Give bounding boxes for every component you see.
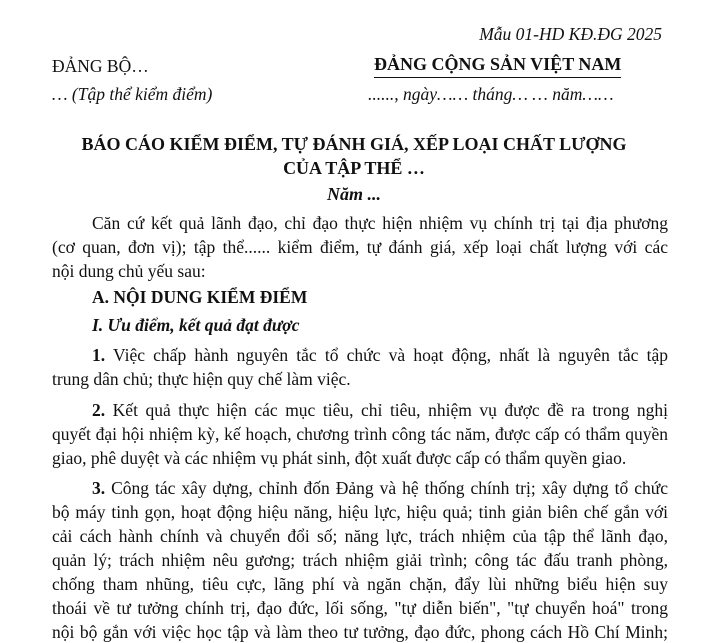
item-number: 2. xyxy=(92,400,106,420)
form-code: Mẫu 01-HD KĐ.ĐG 2025 xyxy=(479,24,662,44)
section-i-heading: I. Ưu điểm, kết quả đạt được xyxy=(92,315,300,335)
party-name: ĐẢNG CỘNG SẢN VIỆT NAM xyxy=(374,54,621,78)
item-3-line xyxy=(92,478,668,499)
item-text: Việc chấp hành nguyên tắc tổ chức và hoạt động, nhất là nguyên tắc tập xyxy=(105,345,668,365)
item-text: Công tác xây dựng, chỉnh đốn Đảng và hệ thống chính trị; xây dựng tổ chức xyxy=(105,478,668,498)
collective-name: … (Tập thể kiểm điểm) xyxy=(52,84,213,104)
item-text: Kết quả thực hiện các mục tiêu, chỉ tiêu, nhiệm vụ được đề ra trong nghị xyxy=(105,400,668,420)
report-year: Năm ... xyxy=(327,184,381,204)
item-2-line xyxy=(92,400,668,421)
item-3-line: bộ máy tinh gọn, hoạt động hiệu năng, hiệu lực, hiệu quả; tinh giản biên chế gắn với xyxy=(52,502,668,522)
item-2-line: quyết đại hội nhiệm kỳ, kế hoạch, chương trình công tác năm, được cấp có thẩm quyền xyxy=(52,424,668,444)
item-3-line: chống tham nhũng, tiêu cực, lãng phí và ngăn chặn, đẩy lùi những biểu hiện suy xyxy=(52,574,668,594)
item-1-line xyxy=(92,345,668,366)
report-title-line1: BÁO CÁO KIỂM ĐIỂM, TỰ ĐÁNH GIÁ, XẾP LOẠI CHẤT LƯỢNG xyxy=(81,134,627,154)
item-3-line: nội bộ gắn với việc học tập và làm theo tư tưởng, đạo đức, phong cách Hồ Chí Minh; xyxy=(52,622,668,642)
report-title-line2: CỦA TẬP THỂ … xyxy=(283,158,425,178)
item-3-line: quản lý; trách nhiệm nêu gương; trách nhiệm giải trình; công tác đấu tranh phòng, xyxy=(52,550,668,570)
item-number: 3. xyxy=(92,478,106,498)
item-3-line: cải cách hành chính và chuyển đổi số; năng lực, trách nhiệm của tập thể lãnh đạo, xyxy=(52,526,668,546)
date-line: ......, ngày…… tháng… … năm…… xyxy=(368,84,614,104)
item-1-line: trung dân chủ; thực hiện quy chế làm việc. xyxy=(52,369,351,389)
section-a-heading: A. NỘI DUNG KIỂM ĐIỂM xyxy=(92,287,308,307)
item-2-line: giao, phê duyệt và các nhiệm vụ phát sinh, đột xuất được cấp có thẩm quyền giao. xyxy=(52,448,627,468)
intro-line: nội dung chủ yếu sau: xyxy=(52,261,206,281)
item-3-line: thoái về tư tưởng chính trị, đạo đức, lối sống, "tự diễn biến", "tự chuyển hoá" trong xyxy=(52,598,668,618)
intro-line: Căn cứ kết quả lãnh đạo, chỉ đạo thực hiện nhiệm vụ chính trị tại địa phương xyxy=(92,213,668,233)
intro-line: (cơ quan, đơn vị); tập thể...... kiểm điểm, tự đánh giá, xếp loại chất lượng với các xyxy=(52,237,668,257)
party-committee: ĐẢNG BỘ… xyxy=(52,56,149,76)
item-number: 1. xyxy=(92,345,106,365)
